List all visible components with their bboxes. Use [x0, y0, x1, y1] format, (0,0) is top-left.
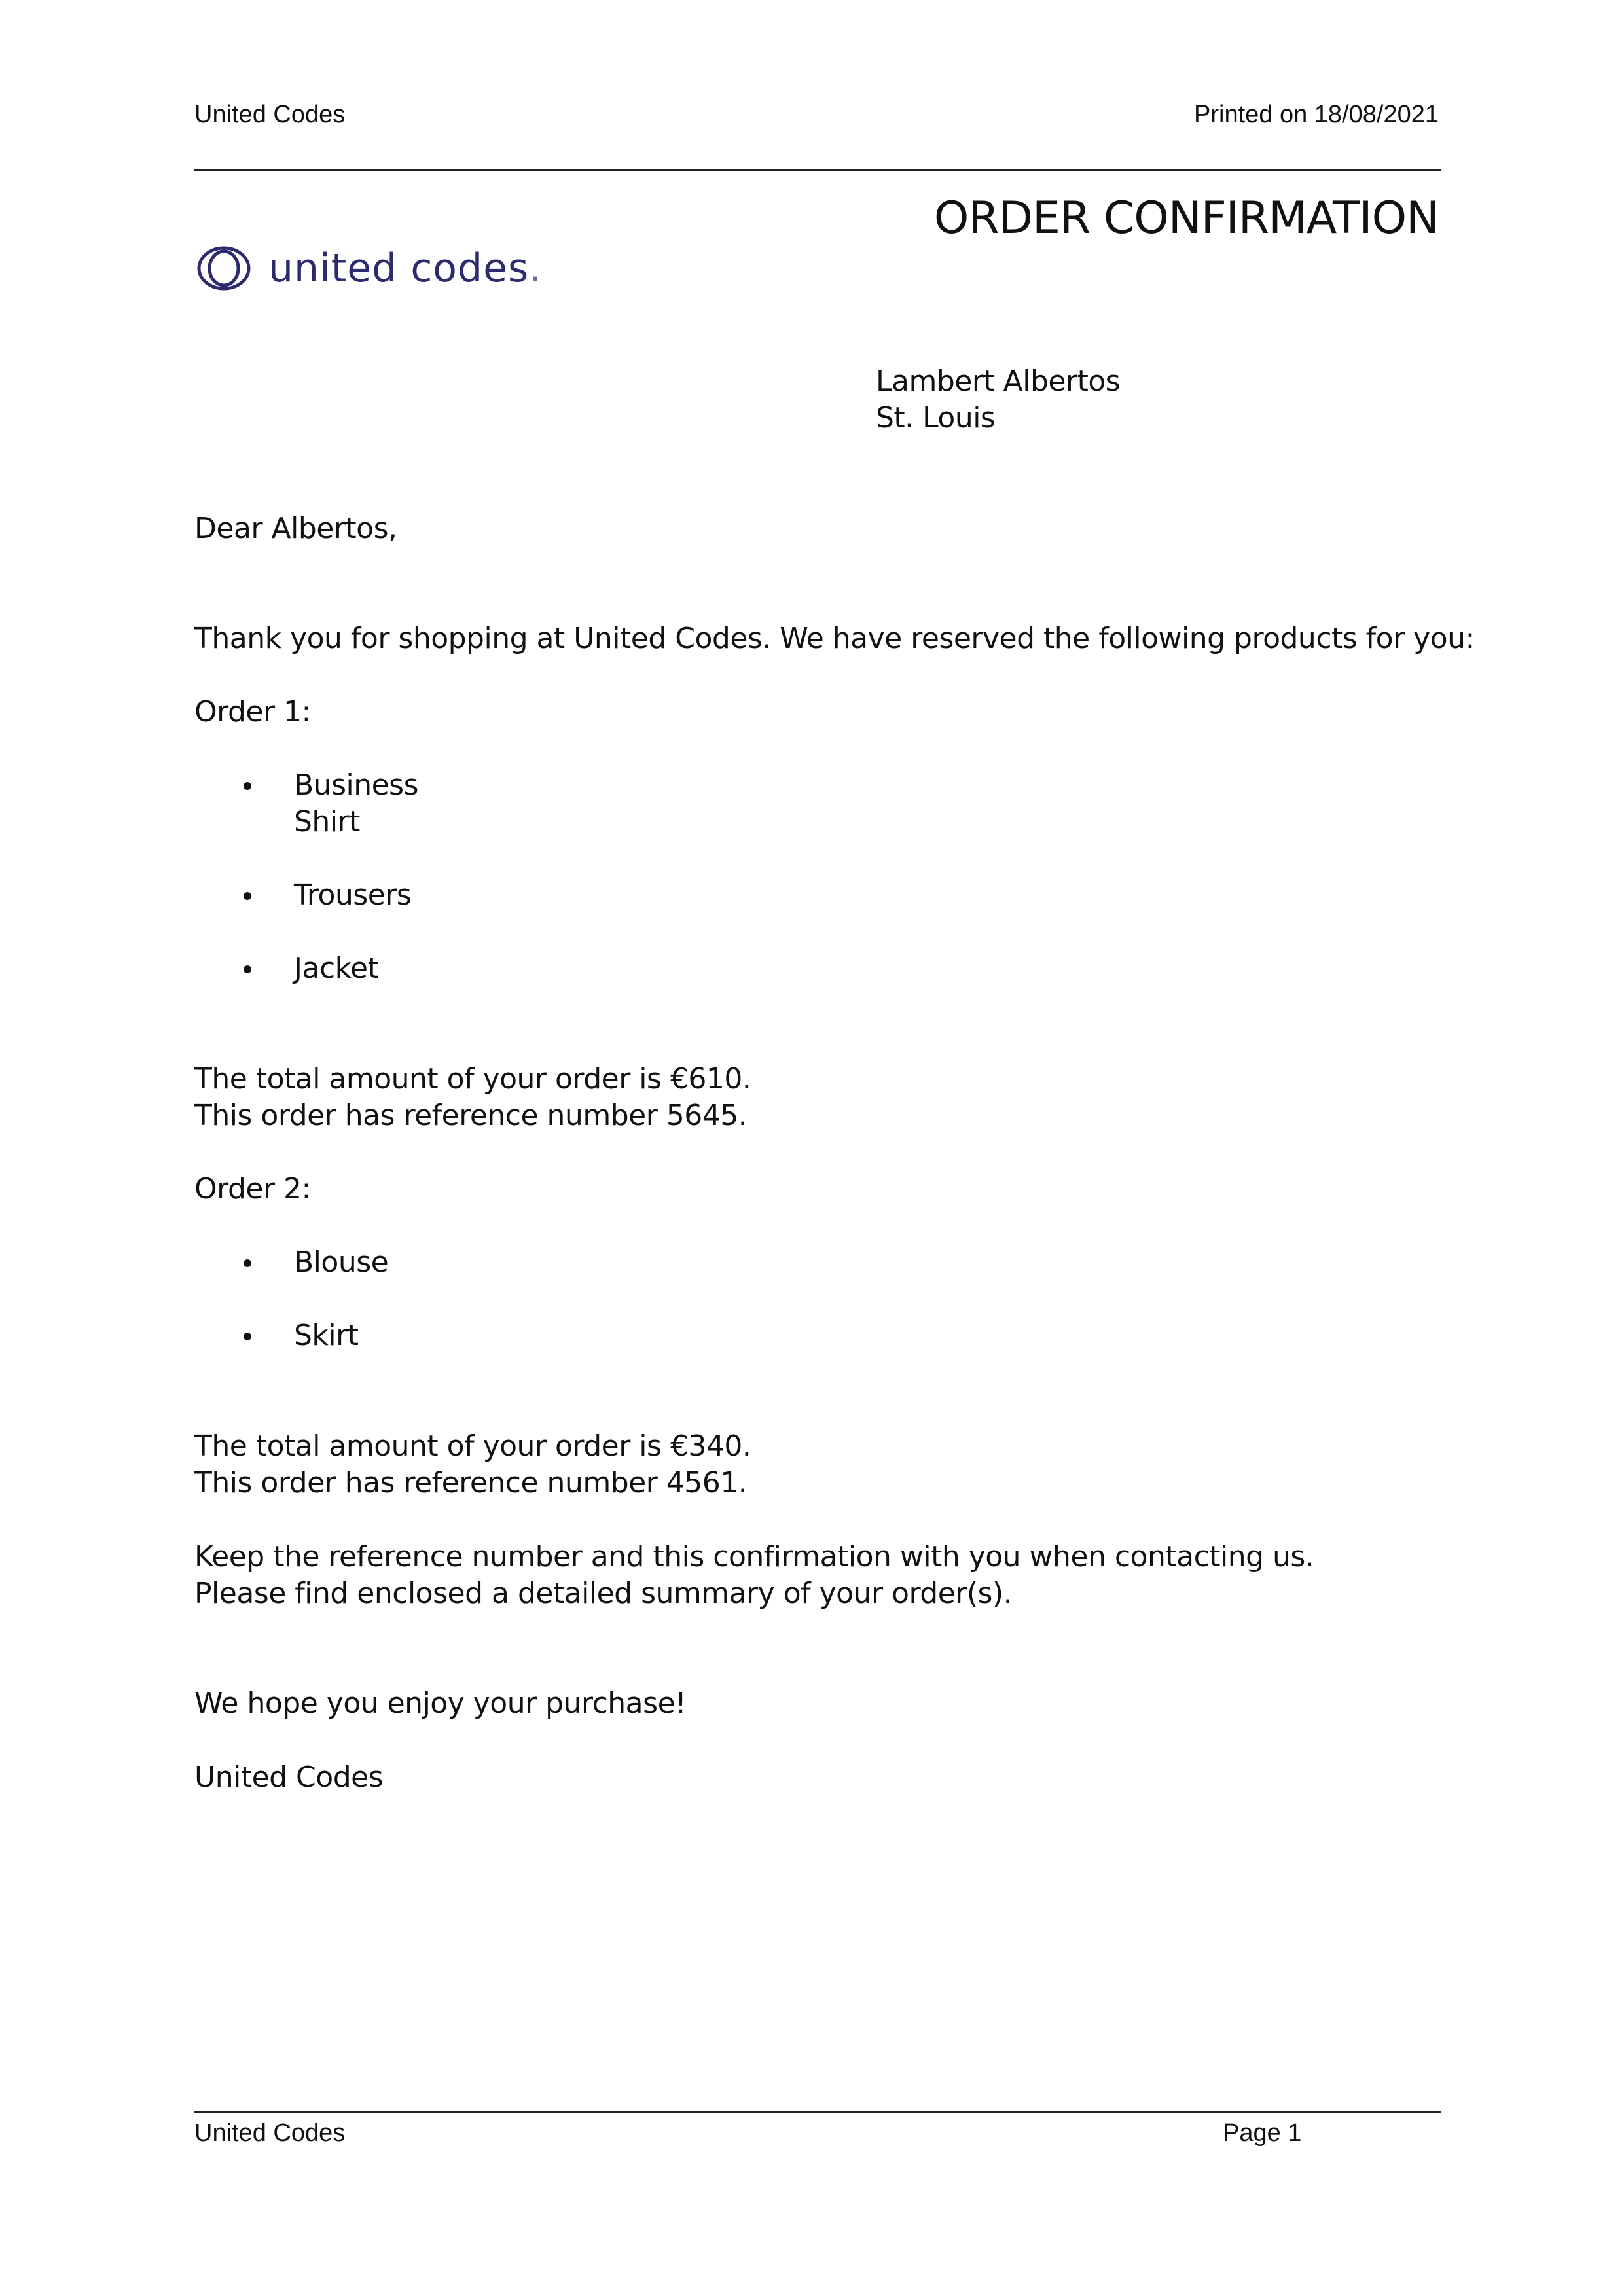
company-logo: [196, 242, 542, 295]
order-1-reference: This order has reference number 5645.: [194, 1099, 748, 1132]
page-number: Page 1: [1223, 2119, 1302, 2147]
interlocking-rings-icon: [196, 245, 251, 291]
header-divider: [194, 169, 1441, 171]
order-2-label: Order 2:: [194, 1172, 311, 1206]
item-name: Jacket: [294, 952, 379, 985]
order-1-label: Order 1:: [194, 695, 311, 728]
item-name-line-2: Shirt: [294, 805, 360, 838]
list-item: [194, 1318, 388, 1354]
order-1-summary: [194, 1061, 751, 1134]
list-item: [194, 877, 418, 914]
logo-dot: .: [529, 245, 543, 291]
item-name: Skirt: [294, 1319, 359, 1352]
list-item: [194, 950, 418, 987]
list-item: [194, 1244, 388, 1281]
header-company: United Codes: [194, 101, 346, 128]
enclosed-summary-note: Please find enclosed a detailed summary of your order(s).: [194, 1577, 1013, 1610]
order-2-reference: This order has reference number 4561.: [194, 1466, 748, 1499]
order-1-total: The total amount of your order is €610.: [194, 1062, 751, 1096]
notes-paragraph: [194, 1539, 1314, 1612]
item-name: Blouse: [294, 1246, 389, 1279]
order-2-summary: [194, 1428, 751, 1501]
logo-wordmark-text: united codes: [268, 245, 530, 291]
recipient-address: [876, 363, 1120, 437]
order-2-total: The total amount of your order is €340.: [194, 1429, 751, 1463]
order-2-items: [194, 1244, 388, 1354]
logo-wordmark: [268, 245, 543, 291]
list-item: [194, 767, 418, 840]
header-printed-date: Printed on 18/08/2021: [1194, 101, 1439, 128]
order-1-items: [194, 767, 418, 987]
greeting: Dear Albertos,: [194, 512, 397, 545]
intro-paragraph: Thank you for shopping at United Codes. We have reserved the following products for you:: [194, 622, 1475, 655]
closing-line: We hope you enjoy your purchase!: [194, 1687, 687, 1720]
recipient-name: Lambert Albertos: [876, 365, 1121, 398]
footer-company: United Codes: [194, 2119, 346, 2147]
signoff: United Codes: [194, 1761, 384, 1794]
document-title: ORDER CONFIRMATION: [933, 192, 1439, 244]
recipient-city: St. Louis: [876, 401, 996, 435]
item-name-line-1: Business: [294, 768, 419, 802]
keep-reference-note: Keep the reference number and this confirmation with you when contacting us.: [194, 1540, 1314, 1573]
footer-divider: [194, 2111, 1441, 2113]
item-name: Trousers: [294, 878, 412, 912]
